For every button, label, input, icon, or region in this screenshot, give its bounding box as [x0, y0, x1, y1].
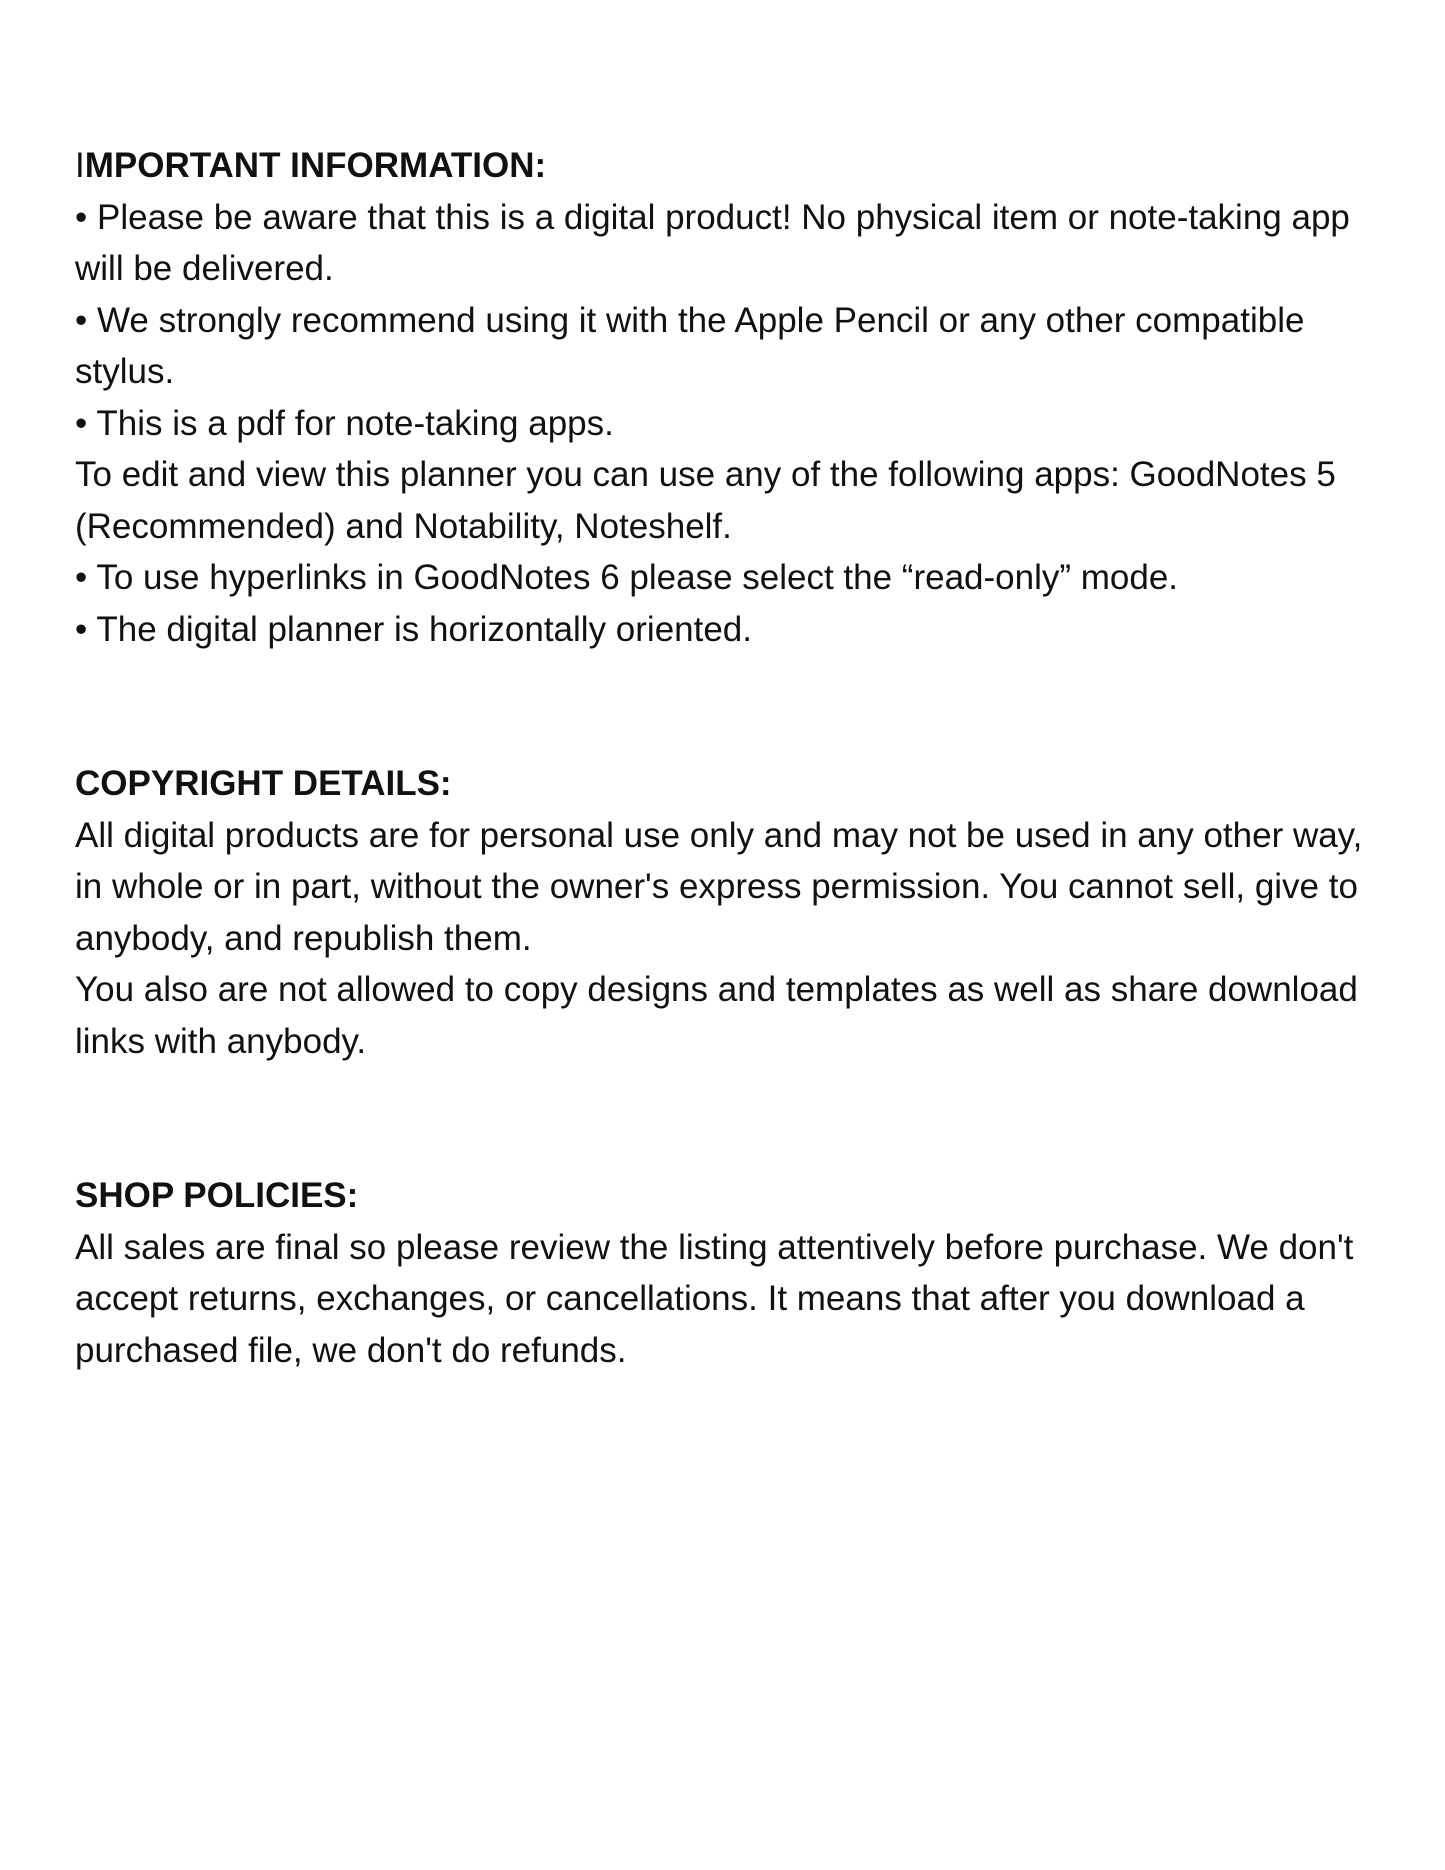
document-page — [75, 140, 1375, 1376]
info-apps: To edit and view this planner you can use any of the following apps: GoodNotes 5 (Recommended) and Notability, Noteshelf. — [75, 455, 1336, 546]
info-hyperlinks: • To use hyperlinks in GoodNotes 6 please select the “read-only” mode. — [75, 558, 1179, 597]
shop-policies-section — [75, 1170, 1375, 1376]
shop-policies-heading: SHOP POLICIES: — [75, 1176, 359, 1215]
important-information-section — [75, 140, 1375, 655]
copyright-heading: COPYRIGHT DETAILS: — [75, 764, 452, 803]
copyright-no-copy: You also are not allowed to copy designs and templates as well as share download links with anybody. — [75, 970, 1358, 1061]
copyright-personal-use: All digital products are for personal use only and may not be used in any other way, in whole or in part, without the owner's express permission. You cannot sell, give to anybody, and republish them. — [75, 815, 1363, 958]
important-information-heading — [75, 140, 1375, 192]
heading-rest: MPORTANT INFORMATION: — [84, 146, 547, 185]
heading-first-letter: I — [75, 146, 85, 185]
info-digital-product: • Please be aware that this is a digital product! No physical item or note-taking app will be delivered. — [75, 197, 1350, 288]
info-orientation: • The digital planner is horizontally oriented. — [75, 609, 752, 649]
shop-policies-text: All sales are final so please review the listing attentively before purchase. We don't accept returns, exchanges, or cancellations. It means that after you download a purchased file, we don't do refunds. — [75, 1227, 1354, 1370]
info-stylus: • We strongly recommend using it with the Apple Pencil or any other compatible stylus. — [75, 300, 1305, 391]
copyright-section — [75, 758, 1375, 1067]
info-pdf: • This is a pdf for note-taking apps. — [75, 403, 614, 443]
